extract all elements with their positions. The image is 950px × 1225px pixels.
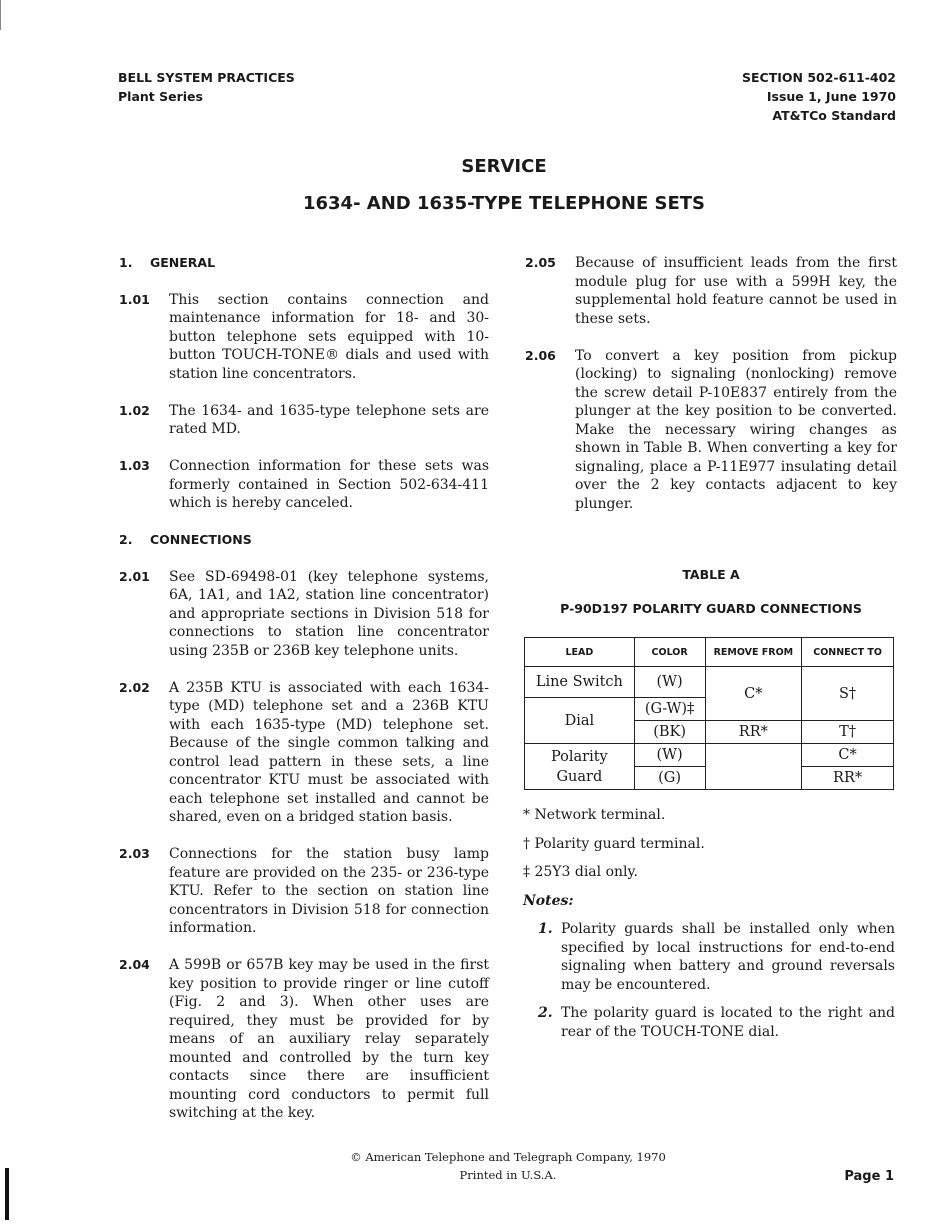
scan-edge-line	[0, 0, 1, 30]
paragraph-2-04: 2.04 A 599B or 657B key may be used in the first key position to provide ringer or line cutoff (Fig. 2 and 3). When other uses are required, they must be provided for by means of an auxiliary relay separately mounted and controlled by the turn key contacts since there are insufficient mounting cord conductors to permit full switching at the key.	[119, 957, 489, 1121]
publication-series: Plant Series	[118, 89, 203, 104]
printed-line: Printed in U.S.A.	[459, 1168, 557, 1182]
left-column	[119, 254, 489, 1141]
paragraph-2-02: 2.02 A 235B KTU is associated with each 1634-type (MD) telephone set and a 236B KTU with each 1635-type (MD) telephone set. Because of the single common talking and control lead pattern in these sets, a line concentrator KTU must be associated with each telephone set installed and cannot be shared, even on a bridged station basis.	[119, 679, 489, 825]
header-right	[742, 68, 896, 125]
column-header: CONNECT TO	[802, 638, 894, 667]
paragraph-2-01: 2.01 See SD-69498-01 (key telephone systems, 6A, 1A1, and 1A2, station line concentrator) and appropriate sections in Division 518 for connections to station line concentrator using 235B or 236B key telephone units.	[119, 568, 489, 659]
section-number: SECTION 502-611-402	[742, 70, 896, 85]
table-cell: C*	[705, 667, 802, 721]
table-caption: P-90D197 POLARITY GUARD CONNECTIONS	[560, 601, 862, 616]
note-1: 1. Polarity guards shall be installed only when specified by local instructions for end-to-end signaling when battery and ground reversals may be encountered.	[538, 921, 895, 993]
polarity-guard-table	[524, 637, 894, 790]
table-notes	[523, 806, 895, 1051]
copyright-line: © American Telephone and Telegraph Company, 1970	[350, 1150, 666, 1164]
table-cell: (W)	[634, 744, 705, 767]
table-cell: (G)	[634, 767, 705, 790]
doc-title-main: 1634- AND 1635-TYPE TELEPHONE SETS	[302, 193, 706, 214]
table-cell: RR*	[802, 767, 894, 790]
doc-title-service: SERVICE	[461, 156, 547, 177]
table-cell: (W)	[634, 667, 705, 698]
paragraph-2-05: 2.05 Because of insufficient leads from the first module plug for use with a 599H key, the supplemental hold feature cannot be used in these sets.	[525, 255, 897, 327]
issue-date: Issue 1, June 1970	[766, 89, 896, 104]
header-left	[118, 68, 295, 106]
footnote-network: * Network terminal.	[523, 807, 666, 823]
paragraph-1-01: 1.01 This section contains connection and maintenance information for 18- and 30-button telephone sets equipped with 10-button TOUCH-TONE® dials and used with station line concentrators.	[119, 291, 489, 382]
section-heading-general: 1. GENERAL	[119, 255, 216, 270]
table-cell: Dial	[525, 698, 635, 744]
column-header: LEAD	[525, 638, 635, 667]
paragraph-2-06: 2.06 To convert a key position from pickup (locking) to signaling (nonlocking) remove the screw detail P-10E837 entirely from the plunger at the key position to be converted. Make the necessary wiring changes as shown in Table B. When converting a key for signaling, place a P-11E977 insulating detail over the 2 key contacts adjacent to key plunger.	[525, 347, 897, 512]
table-cell	[705, 744, 802, 790]
publication-title: BELL SYSTEM PRACTICES	[118, 70, 295, 85]
table-label: TABLE A	[682, 567, 740, 582]
table-row	[525, 667, 894, 698]
table-cell: C*	[802, 744, 894, 767]
right-column	[525, 254, 897, 532]
footer	[0, 1148, 950, 1184]
footnote-dial: ‡ 25Y3 dial only.	[523, 864, 639, 880]
note-2: 2. The polarity guard is located to the right and rear of the TOUCH-TONE dial.	[538, 1005, 895, 1040]
table-row	[525, 744, 894, 767]
section-heading-connections: 2. CONNECTIONS	[119, 532, 252, 547]
standard-label: AT&TCo Standard	[772, 108, 896, 123]
table-cell: (BK)	[634, 721, 705, 744]
notes-heading: Notes:	[523, 892, 574, 909]
column-header: REMOVE FROM	[705, 638, 802, 667]
paragraph-1-02: 1.02 The 1634- and 1635-type telephone sets are rated MD.	[119, 402, 489, 437]
table-cell: RR*	[705, 721, 802, 744]
table-cell: (G-W)‡	[634, 698, 705, 721]
table-cell: S†	[802, 667, 894, 721]
scan-edge-mark	[5, 1168, 9, 1220]
paragraph-1-03: 1.03 Connection information for these sets was formerly contained in Section 502-634-411 which is hereby canceled.	[119, 458, 489, 511]
page-number: Page 1	[844, 1169, 894, 1184]
table-header-row	[525, 638, 894, 667]
table-cell: Line Switch	[525, 667, 635, 698]
table-cell: Polarity Guard	[525, 744, 635, 790]
paragraph-2-03: 2.03 Connections for the station busy lamp feature are provided on the 235- or 236-type KTU. Refer to the section on station line concentrators in Division 518 for connection information.	[119, 846, 489, 936]
footnote-polarity: † Polarity guard terminal.	[523, 835, 705, 852]
table-cell: T†	[802, 721, 894, 744]
column-header: COLOR	[634, 638, 705, 667]
